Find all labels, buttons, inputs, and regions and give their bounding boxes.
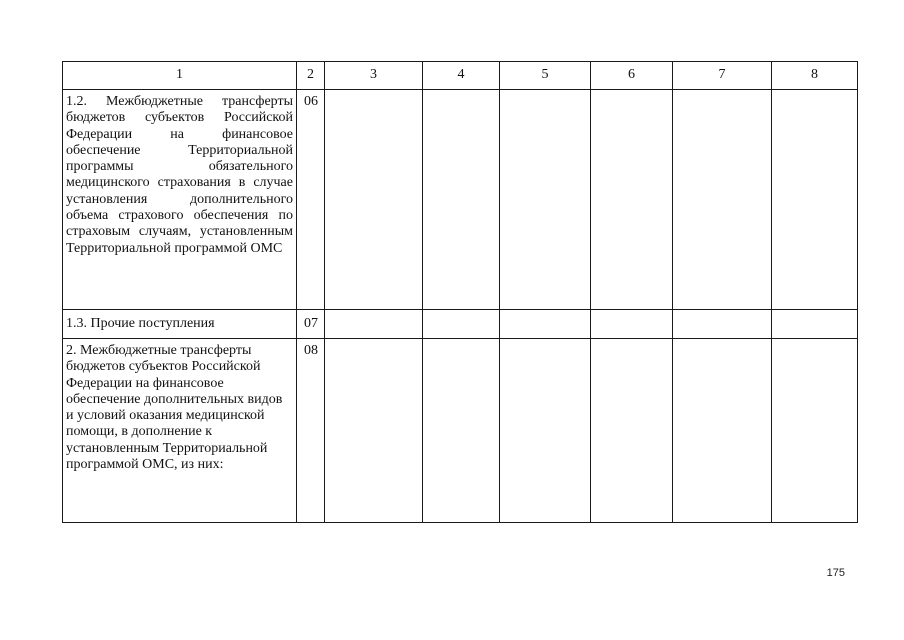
column-header-6: 6 bbox=[591, 62, 673, 90]
table-row bbox=[63, 310, 858, 339]
value-cell-7 bbox=[673, 310, 772, 339]
value-cell-6 bbox=[591, 339, 673, 523]
column-header-8: 8 bbox=[772, 62, 858, 90]
row-code: 07 bbox=[297, 310, 325, 339]
value-cell-8 bbox=[772, 90, 858, 310]
column-header-5: 5 bbox=[500, 62, 591, 90]
column-number-row bbox=[63, 62, 858, 90]
value-cell-3 bbox=[325, 310, 423, 339]
value-cell-6 bbox=[591, 310, 673, 339]
value-cell-3 bbox=[325, 90, 423, 310]
column-header-4: 4 bbox=[423, 62, 500, 90]
table-row bbox=[63, 339, 858, 523]
row-code: 08 bbox=[297, 339, 325, 523]
value-cell-8 bbox=[772, 339, 858, 523]
table-row bbox=[63, 90, 858, 310]
value-cell-3 bbox=[325, 339, 423, 523]
value-cell-4 bbox=[423, 90, 500, 310]
value-cell-5 bbox=[500, 310, 591, 339]
value-cell-5 bbox=[500, 339, 591, 523]
row-description: 1.3. Прочие поступления bbox=[63, 310, 297, 339]
column-header-1: 1 bbox=[63, 62, 297, 90]
column-header-7: 7 bbox=[673, 62, 772, 90]
row-description: 2. Межбюджетные трансферты бюджетов субъектов Российской Федерации на финансовое обеспечение дополнительных видов и условий оказания медицинской помощи, в дополнение к установленным Территориальной программой ОМС, из них: bbox=[63, 339, 297, 523]
value-cell-4 bbox=[423, 310, 500, 339]
row-description: 1.2. Межбюджетные трансферты бюджетов субъектов Российской Федерации на финансовое обеспечение Территориальной программы обязательного медицинского страхования в случае установления дополнительного объема страхового обеспечения по страховым случаям, установленным Территориальной программой ОМС bbox=[63, 90, 297, 310]
value-cell-7 bbox=[673, 90, 772, 310]
row-code: 06 bbox=[297, 90, 325, 310]
form-table bbox=[62, 61, 858, 523]
value-cell-8 bbox=[772, 310, 858, 339]
value-cell-4 bbox=[423, 339, 500, 523]
column-header-2: 2 bbox=[297, 62, 325, 90]
page-number: 175 bbox=[826, 567, 845, 579]
value-cell-7 bbox=[673, 339, 772, 523]
column-header-3: 3 bbox=[325, 62, 423, 90]
value-cell-5 bbox=[500, 90, 591, 310]
value-cell-6 bbox=[591, 90, 673, 310]
